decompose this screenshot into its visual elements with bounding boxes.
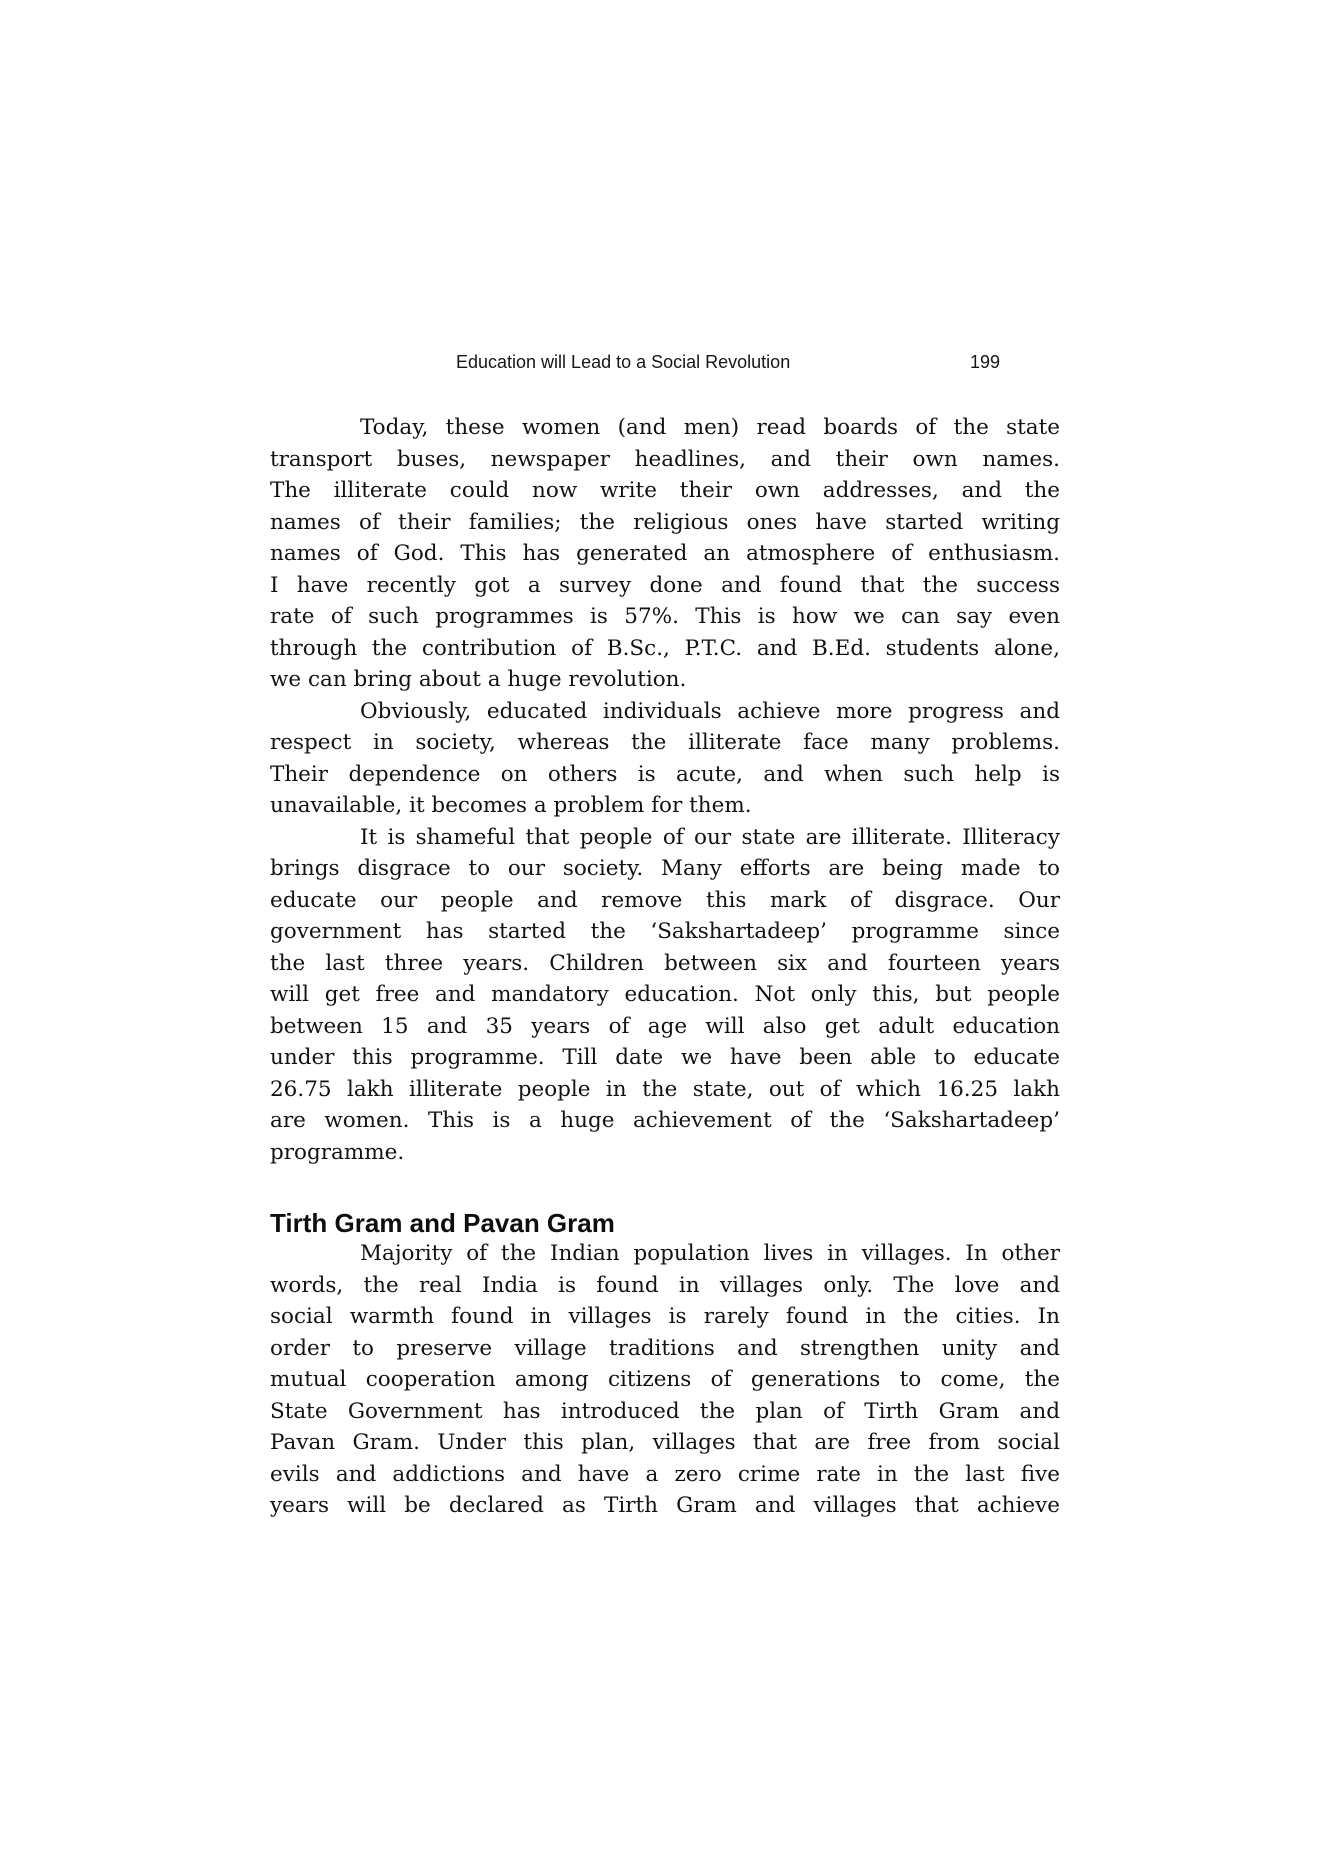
running-header: [270, 350, 1060, 376]
page-body-text: [270, 412, 1060, 1522]
text-line: rate of such programmes is 57%. This is how we can say even: [270, 604, 1060, 629]
text-line: order to preserve village traditions and strengthen unity and: [270, 1335, 1060, 1361]
text-line: evils and addictions and have a zero crime rate in the last five: [270, 1461, 1060, 1487]
text-line: names of their families; the religious ones have started writing: [270, 509, 1060, 535]
text-line: unavailable, it becomes a problem for them.: [270, 793, 752, 818]
paragraph: [270, 1238, 1060, 1522]
text-line: Obviously, educated individuals achieve more progress and: [360, 698, 1060, 724]
text-line: we can bring about a huge revolution.: [270, 667, 687, 692]
text-line: The illiterate could now write their own addresses, and the: [270, 478, 1060, 503]
text-line: Majority of the Indian population lives in villages. In other: [360, 1241, 1060, 1266]
text-line: the last three years. Children between six and fourteen years: [270, 950, 1060, 976]
text-line: 26.75 lakh illiterate people in the state, out of which 16.25 lakh: [270, 1076, 1060, 1102]
text-line: will get free and mandatory education. Not only this, but people: [270, 982, 1060, 1007]
text-line: respect in society, whereas the illiterate face many problems.: [270, 730, 1060, 755]
page-number: 199: [970, 352, 1001, 372]
text-line: under this programme. Till date we have been able to educate: [270, 1045, 1060, 1070]
text-line: words, the real India is found in villages only. The love and: [270, 1272, 1060, 1298]
text-line: transport buses, newspaper headlines, and their own names.: [270, 446, 1060, 472]
text-line: through the contribution of B.Sc., P.T.C. and B.Ed. students alone,: [270, 635, 1060, 661]
text-line: government has started the ‘Sakshartadeep’ programme since: [270, 919, 1060, 944]
text-line: mutual cooperation among citizens of generations to come, the: [270, 1367, 1060, 1392]
text-line: Their dependence on others is acute, and when such help is: [270, 761, 1060, 787]
text-line: educate our people and remove this mark of disgrace. Our: [270, 887, 1060, 913]
paragraph: [270, 412, 1060, 696]
text-line: Today, these women (and men) read boards of the state: [360, 415, 1060, 440]
paragraph: [270, 822, 1060, 1169]
text-line: names of God. This has generated an atmosphere of enthusiasm.: [270, 541, 1060, 566]
text-line: years will be declared as Tirth Gram and villages that achieve: [270, 1493, 1060, 1518]
text-line: State Government has introduced the plan of Tirth Gram and: [270, 1398, 1060, 1424]
section-heading: Tirth Gram and Pavan Gram: [270, 1208, 615, 1238]
text-line: Pavan Gram. Under this plan, villages that are free from social: [270, 1430, 1060, 1455]
running-header-title: Education will Lead to a Social Revolution: [456, 352, 791, 372]
text-line: between 15 and 35 years of age will also get adult education: [270, 1013, 1060, 1039]
text-line: social warmth found in villages is rarely found in the cities. In: [270, 1304, 1060, 1329]
text-line: It is shameful that people of our state are illiterate. Illiteracy: [360, 824, 1060, 850]
text-line: I have recently got a survey done and found that the success: [270, 572, 1060, 598]
text-line: brings disgrace to our society. Many efforts are being made to: [270, 856, 1060, 881]
text-line: programme.: [270, 1139, 405, 1165]
text-line: are women. This is a huge achievement of the ‘Sakshartadeep’: [270, 1108, 1060, 1133]
paragraph: [270, 696, 1060, 822]
